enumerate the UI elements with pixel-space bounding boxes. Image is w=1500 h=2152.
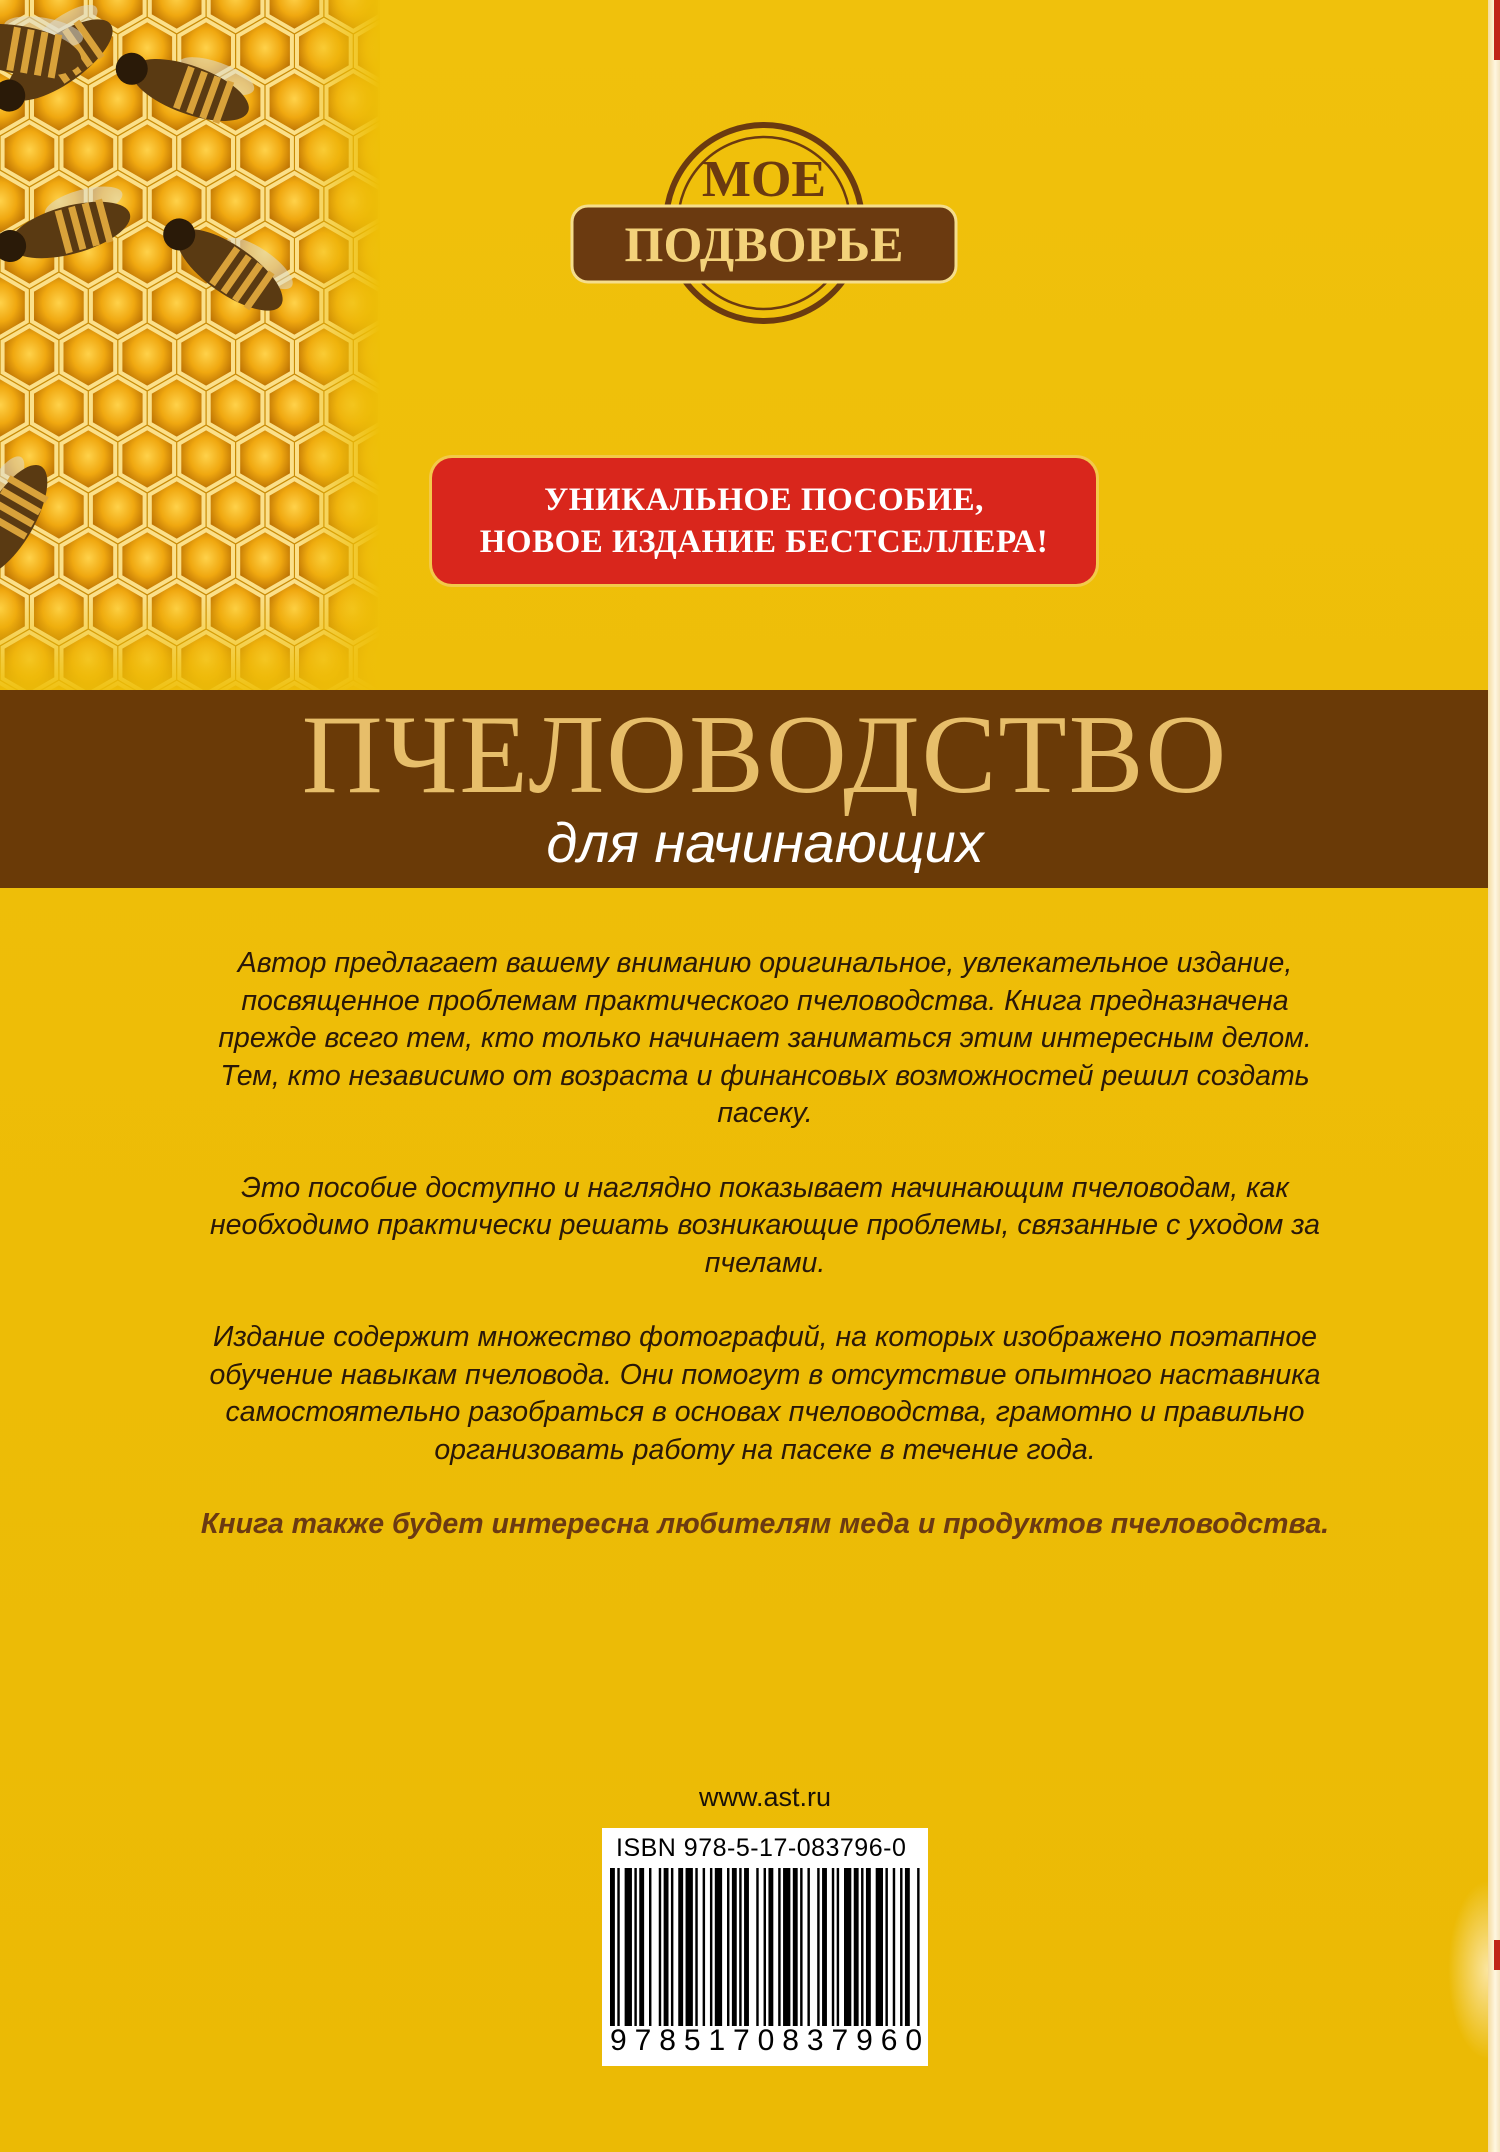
barcode-digit: 9 <box>856 2024 873 2057</box>
barcode-digit: 6 <box>880 2024 898 2057</box>
barcode-digit: 3 <box>806 2024 824 2057</box>
barcode-digit: 7 <box>831 2024 849 2057</box>
isbn-label: ISBN 978-5-17-083796-0 <box>616 1834 907 1862</box>
isbn-barcode <box>602 1828 928 2066</box>
barcode-digit: 8 <box>782 2024 799 2057</box>
barcode-digit: 8 <box>659 2024 676 2057</box>
book-title: ПЧЕЛОВОДСТВО <box>301 693 1229 817</box>
barcode-digit: 7 <box>634 2024 652 2057</box>
barcode-digit: 9 <box>610 2024 627 2057</box>
series-logo-line1: МОЕ <box>701 151 827 208</box>
series-logo-line2: ПОДВОРЬЕ <box>624 216 904 272</box>
series-logo <box>568 118 960 328</box>
description-paragraph-2: Это пособие доступно и наглядно показывает начинающим пчеловодам, как необходимо практически решать возникающие проблемы, связанные с уходом за пчелами. <box>209 1171 1321 1279</box>
description-paragraph-3: Издание содержит множество фотографий, на которых изображено поэтапное обучение навыкам пчеловода. Они помогут в отсутствие опытного наставника самостоятельно разобраться в основах пчеловодства, грамотно и правильно организовать работу на пасеке в течение года. <box>209 1321 1321 1466</box>
publisher-website: www.ast.ru <box>698 1782 832 1812</box>
promo-line2: НОВОЕ ИЗДАНИЕ БЕСТСЕЛЛЕРА! <box>479 524 1049 560</box>
book-description <box>190 945 1340 1581</box>
barcode-bars <box>610 1868 922 2028</box>
description-paragraph-4: Книга также будет интересна любителям меда и продуктов пчеловодства. <box>200 1508 1330 1540</box>
barcode-digit: 7 <box>733 2024 750 2057</box>
barcode-digit: 5 <box>683 2024 701 2057</box>
spine-edge <box>1488 0 1500 2152</box>
barcode-digit: 0 <box>905 2024 922 2057</box>
promo-line1: УНИКАЛЬНОЕ ПОСОБИЕ, <box>544 482 984 518</box>
title-band <box>0 690 1490 888</box>
barcode-digits <box>610 2024 922 2058</box>
barcode-digit: 1 <box>708 2024 726 2057</box>
page-edge-highlight <box>1448 1880 1488 2060</box>
description-paragraph-1: Автор предлагает вашему вниманию оригинальное, увлекательное издание, посвященное проблемам практического пчеловодства. Книга предназначена прежде всего тем, кто только начинает заниматься этим интересным делом. Тем, кто независимо от возраста и финансовых возможностей решил создать пасеку. <box>218 947 1312 1129</box>
barcode-digit: 0 <box>757 2024 775 2057</box>
honeycomb-bees-image <box>0 0 380 700</box>
promo-badge <box>432 458 1096 584</box>
book-subtitle: для начинающих <box>546 811 984 874</box>
